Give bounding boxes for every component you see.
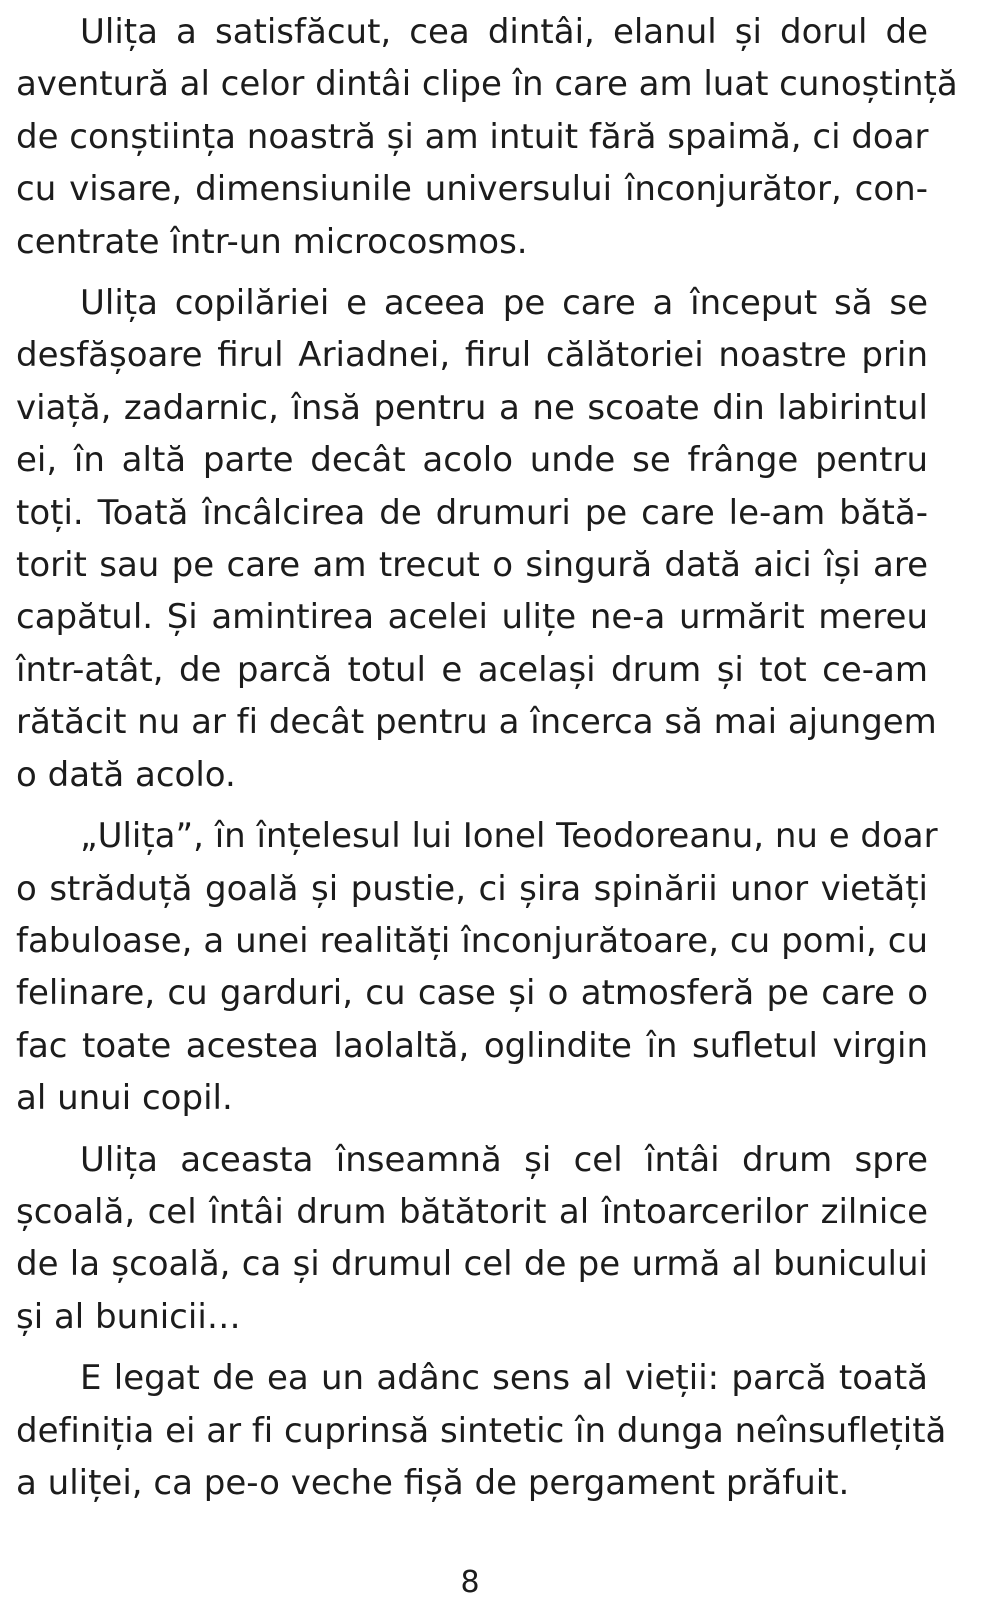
text-line: într-atât, de parcă totul e același drum și tot ce-am xyxy=(16,649,928,690)
paragraph-1 xyxy=(16,6,958,268)
text-line: o dată acolo. xyxy=(16,754,236,795)
page-number: 8 xyxy=(460,1565,480,1600)
text-line: Ulița a satisfăcut, cea dintâi, elanul și dorul de xyxy=(80,12,928,52)
text-line: de conștiința noastră și am intuit fără spaimă, ci doar xyxy=(16,116,929,157)
text-line: cu visare, dimensiunile universului înconjurător, con- xyxy=(16,169,928,210)
text-line: Ulița copilăriei e aceea pe care a început să se xyxy=(80,283,928,324)
text-line: centrate într-un microcosmos. xyxy=(16,221,528,262)
text-line: de la școală, ca și drumul cel de pe urmă al bunicului xyxy=(16,1244,928,1285)
page-body xyxy=(16,6,958,1518)
text-line: felinare, cu garduri, cu case și o atmosferă pe care o xyxy=(16,973,928,1014)
paragraph-3 xyxy=(16,810,938,1124)
text-line: rătăcit nu ar fi decât pentru a încerca să mai ajungem xyxy=(16,702,937,743)
text-line: fac toate acestea laolaltă, oglindite în sufletul virgin xyxy=(16,1025,928,1066)
text-line: toți. Toată încâlcirea de drumuri pe care le-am bătă- xyxy=(16,492,928,533)
paragraph-2 xyxy=(16,277,937,801)
text-line: desfășoare firul Ariadnei, firul călătoriei noastre prin xyxy=(16,335,928,376)
text-line: „Ulița”, în înțelesul lui Ionel Teodoreanu, nu e doar xyxy=(80,816,938,857)
text-line: și al bunicii… xyxy=(16,1296,241,1337)
text-line: capătul. Și amintirea acelei ulițe ne-a urmărit mereu xyxy=(16,597,928,638)
text-line: E legat de ea un adânc sens al vieții: parcă toată xyxy=(80,1358,928,1399)
text-line: ei, în altă parte decât acolo unde se frânge pentru xyxy=(16,440,928,481)
text-line: Ulița aceasta înseamnă și cel întâi drum spre xyxy=(80,1139,928,1180)
paragraph-4 xyxy=(16,1134,928,1344)
text-line: școală, cel întâi drum bătătorit al întoarcerilor zilnice xyxy=(16,1191,928,1232)
text-line: al unui copil. xyxy=(16,1078,233,1119)
text-line: o străduță goală și pustie, ci șira spinării unor vietăți xyxy=(16,868,928,909)
paragraph-5 xyxy=(16,1352,947,1509)
text-line: a uliței, ca pe-o veche fișă de pergament prăfuit. xyxy=(16,1462,850,1503)
text-line: viață, zadarnic, însă pentru a ne scoate din labirintul xyxy=(16,387,928,428)
text-line: aventură al celor dintâi clipe în care am luat cunoștință xyxy=(16,64,958,105)
text-line: fabuloase, a unei realități înconjurătoare, cu pomi, cu xyxy=(16,920,928,961)
text-line: torit sau pe care am trecut o singură dată aici își are xyxy=(16,545,928,586)
text-line: definiția ei ar fi cuprinsă sintetic în dunga neînsuflețită xyxy=(16,1410,947,1451)
